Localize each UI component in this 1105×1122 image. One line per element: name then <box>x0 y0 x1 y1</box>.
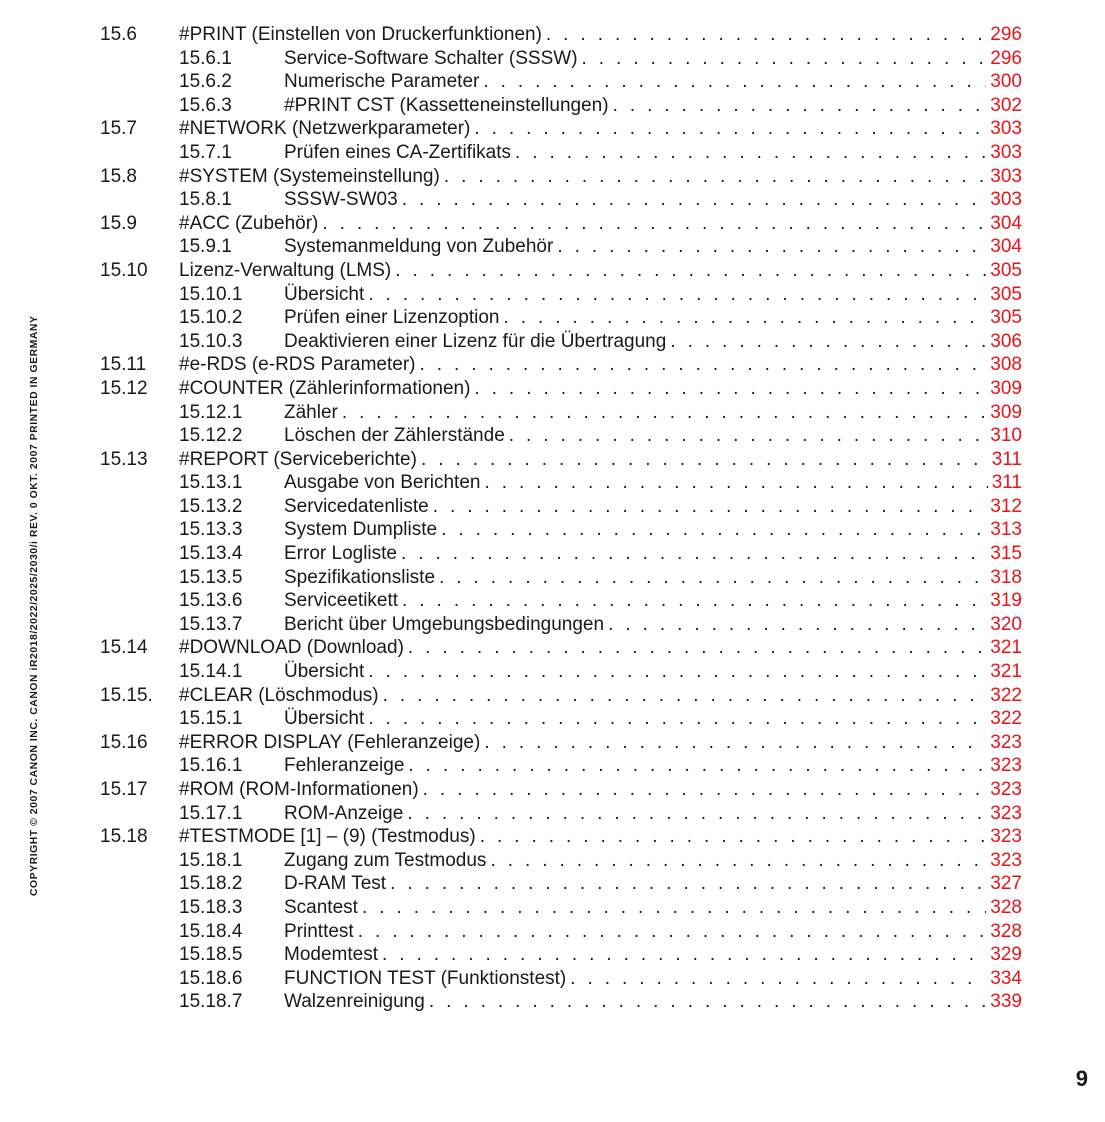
toc-entry-page-link[interactable]: 312 <box>986 495 1022 519</box>
toc-entry[interactable] <box>0 117 1105 141</box>
toc-entry-title-line <box>284 188 1022 212</box>
dot-leader <box>484 471 1022 495</box>
toc-entry-page-link[interactable]: 300 <box>986 70 1022 94</box>
toc-entry[interactable] <box>0 377 1105 401</box>
toc-entry[interactable] <box>0 283 1105 307</box>
dot-leader <box>490 849 1022 873</box>
dot-leader <box>421 448 1022 472</box>
toc-entry-title: #PRINT CST (Kassetteneinstellungen) <box>284 94 609 116</box>
toc-entry-page-link[interactable]: 296 <box>986 47 1022 71</box>
dot-leader <box>342 401 1022 425</box>
dot-leader <box>382 943 1022 967</box>
toc-entry-title-line <box>284 47 1022 71</box>
toc-entry-title: Service-Software Schalter (SSSW) <box>284 47 578 69</box>
toc-entry-title-line <box>179 825 1022 849</box>
copyright-notice: COPYRIGHT © 2007 CANON INC. CANON iR2018/2022/2025/2030/i REV. 0 OKT. 2007 PRINTED IN GERMANY <box>29 315 40 896</box>
toc-entry-title: Bericht über Umgebungsbedingungen <box>284 613 605 635</box>
toc-entry-title: Fehleranzeige <box>284 755 405 777</box>
dot-leader <box>368 707 1022 731</box>
toc-entry-number: 15.9.1 <box>179 236 232 258</box>
dot-leader <box>608 613 1022 637</box>
toc-entry-title-line <box>179 165 1022 189</box>
toc-entry-title-line <box>284 330 1022 354</box>
dot-leader <box>570 967 1022 991</box>
toc-entry-title-line <box>284 235 1022 259</box>
toc-entry-title: Walzenreinigung <box>284 991 425 1013</box>
toc-entry[interactable] <box>0 259 1105 283</box>
toc-entry-page-link[interactable]: 323 <box>986 731 1022 755</box>
toc-entry[interactable] <box>0 825 1105 849</box>
dot-leader <box>390 872 1022 896</box>
toc-entry-title-line <box>179 377 1022 401</box>
dot-leader <box>362 896 1022 920</box>
toc-entry-number: 15.8 <box>100 165 137 187</box>
toc-entry[interactable] <box>0 849 1105 873</box>
toc-entry-number: 15.15.1 <box>179 708 243 730</box>
toc-entry-number: 15.13.6 <box>179 590 243 612</box>
dot-leader <box>423 778 1022 802</box>
toc-entry-title: Ausgabe von Berichten <box>284 472 481 494</box>
toc-entry-number: 15.6.2 <box>179 71 232 93</box>
toc-entry-title-line <box>284 707 1022 731</box>
toc-entry-page-link[interactable]: 334 <box>986 967 1022 991</box>
toc-entry-number: 15.18.2 <box>179 873 243 895</box>
dot-leader <box>474 117 1022 141</box>
toc-entry-title: FUNCTION TEST (Funktionstest) <box>284 967 567 989</box>
toc-entry-title-line <box>179 636 1022 660</box>
dot-leader <box>358 920 1022 944</box>
toc-entry-title: Übersicht <box>284 283 365 305</box>
toc-entry[interactable] <box>0 424 1105 448</box>
toc-entry[interactable] <box>0 353 1105 377</box>
toc-entry-number: 15.16.1 <box>179 755 243 777</box>
toc-entry-page-link[interactable]: 321 <box>986 636 1022 660</box>
toc-entry-title: Lizenz-Verwaltung (LMS) <box>179 259 392 281</box>
toc-entry[interactable] <box>0 94 1105 118</box>
toc-entry-title-line <box>179 212 1022 236</box>
toc-entry-title: Prüfen einer Lizenzoption <box>284 307 500 329</box>
dot-leader <box>439 566 1022 590</box>
toc-entry-title: #ACC (Zubehör) <box>179 212 319 234</box>
dot-leader <box>368 660 1022 684</box>
dot-leader <box>582 47 1022 71</box>
toc-entry-title: ROM-Anzeige <box>284 802 404 824</box>
toc-entry[interactable] <box>0 566 1105 590</box>
toc-entry-page-link[interactable]: 313 <box>986 518 1022 542</box>
dot-leader <box>503 306 1022 330</box>
toc-entry-title-line <box>284 589 1022 613</box>
toc-entry-page-link[interactable]: 318 <box>986 566 1022 590</box>
toc-entry-number: 15.6.1 <box>179 47 232 69</box>
toc-entry-number: 15.18.6 <box>179 967 243 989</box>
toc-entry-number: 15.18.5 <box>179 944 243 966</box>
toc-entry-number: 15.18.4 <box>179 920 243 942</box>
toc-entry[interactable] <box>0 235 1105 259</box>
toc-entry-title: System Dumpliste <box>284 519 438 541</box>
dot-leader <box>433 495 1022 519</box>
toc-entry-page-link[interactable]: 303 <box>986 165 1022 189</box>
dot-leader <box>322 212 1022 236</box>
dot-leader <box>444 165 1022 189</box>
toc-entry-title-line <box>284 542 1022 566</box>
toc-entry-number: 15.11 <box>100 354 147 376</box>
toc-entry-title: SSSW-SW03 <box>284 189 398 211</box>
dot-leader <box>441 518 1022 542</box>
toc-entry-title: Numerische Parameter <box>284 71 480 93</box>
toc-entry-page-link[interactable]: 303 <box>986 117 1022 141</box>
toc-entry-page-link[interactable]: 323 <box>986 754 1022 778</box>
dot-leader <box>613 94 1022 118</box>
toc-entry-number: 15.13 <box>100 448 148 470</box>
toc-entry-number: 15.12 <box>100 377 148 399</box>
toc-entry-title-line <box>284 802 1022 826</box>
dot-leader <box>402 589 1022 613</box>
toc-entry-page-link[interactable]: 308 <box>986 353 1022 377</box>
toc-entry[interactable] <box>0 23 1105 47</box>
dot-leader <box>546 23 1022 47</box>
toc-entry-title-line <box>284 920 1022 944</box>
toc-entry-title: #ERROR DISPLAY (Fehleranzeige) <box>179 731 481 753</box>
toc-entry-page-link[interactable]: 315 <box>986 542 1022 566</box>
toc-entry-page-link[interactable]: 327 <box>986 872 1022 896</box>
toc-entry-page-link[interactable]: 323 <box>986 849 1022 873</box>
toc-entry[interactable] <box>0 542 1105 566</box>
toc-entry-title-line <box>284 70 1022 94</box>
toc-entry-page-link[interactable]: 296 <box>986 23 1022 47</box>
toc-entry-page-link[interactable]: 322 <box>986 684 1022 708</box>
toc-entry-title-line <box>179 23 1022 47</box>
toc-entry[interactable] <box>0 70 1105 94</box>
toc-entry-page-link[interactable]: 302 <box>986 94 1022 118</box>
toc-entry-title-line <box>284 896 1022 920</box>
dot-leader <box>401 542 1022 566</box>
toc-entry-title-line <box>284 471 1022 495</box>
toc-entry-title-line <box>284 495 1022 519</box>
dot-leader <box>420 353 1023 377</box>
dot-leader <box>408 754 1022 778</box>
dot-leader <box>484 731 1022 755</box>
toc-entry-number: 15.18 <box>100 826 148 848</box>
toc-entry-page-link[interactable]: 309 <box>986 401 1022 425</box>
toc-entry-number: 15.14.1 <box>179 661 243 683</box>
toc-entry-title: #COUNTER (Zählerinformationen) <box>179 377 471 399</box>
dot-leader <box>407 802 1022 826</box>
toc-entry-title: Systemanmeldung von Zubehör <box>284 236 554 258</box>
toc-entry-title-line <box>179 684 1022 708</box>
toc-entry-number: 15.12.2 <box>179 425 243 447</box>
toc-entry-title: Spezifikationsliste <box>284 566 436 588</box>
dot-leader <box>429 990 1022 1014</box>
toc-entry-title-line <box>284 660 1022 684</box>
toc-entry-number: 15.17 <box>100 779 148 800</box>
toc-entry[interactable] <box>0 990 1105 1014</box>
toc-entry[interactable] <box>0 401 1105 425</box>
toc-entry-title-line <box>284 424 1022 448</box>
toc-entry-page-link[interactable]: 305 <box>986 306 1022 330</box>
toc-entry-number: 15.18.3 <box>179 896 243 918</box>
toc-entry-page-link[interactable]: 310 <box>986 424 1022 448</box>
toc-entry-title: #ROM (ROM-Informationen) <box>179 779 419 800</box>
toc-entry-number: 15.17.1 <box>179 802 243 824</box>
toc-entry-title-line <box>284 613 1022 637</box>
toc-entry-title: #e-RDS (e-RDS Parameter) <box>179 354 416 376</box>
toc-entry-number: 15.18.1 <box>179 849 243 871</box>
toc-entry[interactable] <box>0 141 1105 165</box>
toc-entry-title-line <box>179 778 1022 802</box>
toc-entry-title-line <box>179 259 1022 283</box>
toc-entry-page-link[interactable]: 309 <box>986 377 1022 401</box>
toc-entry-title: #SYSTEM (Systemeinstellung) <box>179 165 440 187</box>
toc-entry-page-link[interactable]: 323 <box>986 802 1022 826</box>
toc-entry[interactable] <box>0 660 1105 684</box>
toc-entry-number: 15.13.3 <box>179 519 243 541</box>
toc-entry-title: Serviceetikett <box>284 590 399 612</box>
dot-leader <box>395 259 1022 283</box>
toc-entry-title: Modemtest <box>284 944 378 966</box>
toc-entry[interactable] <box>0 731 1105 755</box>
toc-entry-title: Prüfen eines CA-Zertifikats <box>284 141 512 163</box>
toc-entry-title-line <box>284 872 1022 896</box>
toc-entry[interactable] <box>0 920 1105 944</box>
toc-entry-title: Übersicht <box>284 708 365 730</box>
toc-entry-title: #TESTMODE [1] – (9) (Testmodus) <box>179 826 476 848</box>
toc-entry[interactable] <box>0 165 1105 189</box>
toc-entry-title: Scantest <box>284 896 358 918</box>
toc-entry-page-link[interactable]: 303 <box>986 141 1022 165</box>
toc-entry-number: 15.10 <box>100 259 148 281</box>
toc-entry[interactable] <box>0 471 1105 495</box>
toc-entry-number: 15.7 <box>100 118 137 140</box>
toc-entry[interactable] <box>0 707 1105 731</box>
toc-entry-title: Error Logliste <box>284 543 397 565</box>
toc-entry-number: 15.6 <box>100 24 137 45</box>
toc-entry-title-line <box>284 943 1022 967</box>
toc-entry-title-line <box>284 306 1022 330</box>
toc-entry-page-link[interactable]: 323 <box>986 778 1022 802</box>
dot-leader <box>670 330 1022 354</box>
toc-entry[interactable] <box>0 802 1105 826</box>
toc-entry[interactable] <box>0 967 1105 991</box>
toc-entry-number: 15.15. <box>100 684 153 706</box>
toc-entry[interactable] <box>0 636 1105 660</box>
toc-entry-page-link[interactable]: 305 <box>986 283 1022 307</box>
toc-entry-page-link[interactable]: 329 <box>986 943 1022 967</box>
toc-entry-title: #NETWORK (Netzwerkparameter) <box>179 118 471 140</box>
toc-entry-title-line <box>179 731 1022 755</box>
toc-entry-page-link[interactable]: 304 <box>986 235 1022 259</box>
toc-entry-title-line <box>284 849 1022 873</box>
toc-entry[interactable] <box>0 188 1105 212</box>
toc-entry-number: 15.13.5 <box>179 566 243 588</box>
toc-entry[interactable] <box>0 872 1105 896</box>
toc-entry-title: Servicedatenliste <box>284 495 429 517</box>
toc-entry-title: #DOWNLOAD (Download) <box>179 637 404 659</box>
toc-entry-title: Übersicht <box>284 661 365 683</box>
toc-entry[interactable] <box>0 754 1105 778</box>
toc-entry-title-line <box>284 967 1022 991</box>
toc-entry-title: Zähler <box>284 401 338 423</box>
toc-entry-page-link[interactable]: 328 <box>986 896 1022 920</box>
toc-entry-number: 15.6.3 <box>179 94 232 116</box>
toc-entry[interactable] <box>0 47 1105 71</box>
toc-entry[interactable] <box>0 518 1105 542</box>
toc-entry-number: 15.7.1 <box>179 141 232 163</box>
toc-entry-title-line <box>179 117 1022 141</box>
dot-leader <box>383 684 1022 708</box>
toc-entry-page-link[interactable]: 323 <box>986 825 1022 849</box>
page-number: 9 <box>1075 1066 1088 1091</box>
toc-entry-title-line <box>284 401 1022 425</box>
toc-entry-title-line <box>179 448 1022 472</box>
toc-entry-number: 15.10.2 <box>179 307 243 329</box>
toc-entry-number: 15.16 <box>100 731 148 753</box>
toc-entry-page-link[interactable]: 311 <box>988 448 1022 472</box>
toc-entry-title-line <box>284 94 1022 118</box>
toc-entry-number: 15.10.1 <box>179 283 243 305</box>
toc-entry-title-line <box>179 353 1022 377</box>
toc-entry-title: D-RAM Test <box>284 873 387 895</box>
toc-entry-number: 15.13.2 <box>179 495 243 517</box>
toc-entry-title: Zugang zum Testmodus <box>284 849 487 871</box>
toc-entry-title: Printtest <box>284 920 354 942</box>
toc-entry-number: 15.14 <box>100 637 148 659</box>
toc-entry-number: 15.12.1 <box>179 401 243 423</box>
toc-entry[interactable] <box>0 448 1105 472</box>
toc-entry[interactable] <box>0 495 1105 519</box>
dot-leader <box>515 141 1022 165</box>
toc-entry-title-line <box>284 283 1022 307</box>
toc-entry-title-line <box>284 754 1022 778</box>
toc-entry[interactable] <box>0 613 1105 637</box>
dot-leader <box>557 235 1022 259</box>
toc-entry-page-link[interactable]: 328 <box>986 920 1022 944</box>
dot-leader <box>368 283 1022 307</box>
toc-entry[interactable] <box>0 684 1105 708</box>
toc-entry-number: 15.18.7 <box>179 991 243 1013</box>
dot-leader <box>408 636 1022 660</box>
toc-entry-title-line <box>284 141 1022 165</box>
toc-entry-title-line <box>284 518 1022 542</box>
toc-entry[interactable] <box>0 306 1105 330</box>
toc-entry-page-link[interactable]: 311 <box>988 471 1022 495</box>
toc-entry-page-link[interactable]: 320 <box>986 613 1022 637</box>
toc-entry[interactable] <box>0 943 1105 967</box>
toc-entry-title-line <box>284 990 1022 1014</box>
dot-leader <box>474 377 1022 401</box>
toc-entry-page-link[interactable]: 339 <box>986 990 1022 1014</box>
toc-entry-number: 15.8.1 <box>179 189 232 211</box>
toc-entry[interactable] <box>0 330 1105 354</box>
toc-entry[interactable] <box>0 778 1105 802</box>
toc-entry-page-link[interactable]: 306 <box>986 330 1022 354</box>
toc-entry-number: 15.10.3 <box>179 330 243 352</box>
toc-entry[interactable] <box>0 212 1105 236</box>
toc-entry-title-line <box>284 566 1022 590</box>
dot-leader <box>483 70 1022 94</box>
dot-leader <box>509 424 1022 448</box>
toc-entry[interactable] <box>0 589 1105 613</box>
toc-entry-page-link[interactable]: 319 <box>986 589 1022 613</box>
toc-entry-number: 15.13.1 <box>179 472 243 494</box>
toc-entry[interactable] <box>0 896 1105 920</box>
dot-leader <box>402 188 1022 212</box>
table-of-contents <box>0 23 1105 1014</box>
toc-entry-page-link[interactable]: 305 <box>986 259 1022 283</box>
toc-entry-title: #CLEAR (Löschmodus) <box>179 684 379 706</box>
toc-entry-page-link[interactable]: 321 <box>986 660 1022 684</box>
toc-entry-page-link[interactable]: 304 <box>986 212 1022 236</box>
toc-entry-title: #REPORT (Serviceberichte) <box>179 448 417 470</box>
toc-entry-number: 15.9 <box>100 212 137 234</box>
toc-entry-number: 15.13.7 <box>179 613 243 635</box>
toc-entry-page-link[interactable]: 322 <box>986 707 1022 731</box>
toc-entry-title: Löschen der Zählerstände <box>284 425 505 447</box>
dot-leader <box>480 825 1022 849</box>
toc-entry-page-link[interactable]: 303 <box>986 188 1022 212</box>
toc-entry-title: #PRINT (Einstellen von Druckerfunktionen) <box>179 24 542 45</box>
toc-entry-title: Deaktivieren einer Lizenz für die Übertragung <box>284 330 667 352</box>
toc-entry-number: 15.13.4 <box>179 543 243 565</box>
